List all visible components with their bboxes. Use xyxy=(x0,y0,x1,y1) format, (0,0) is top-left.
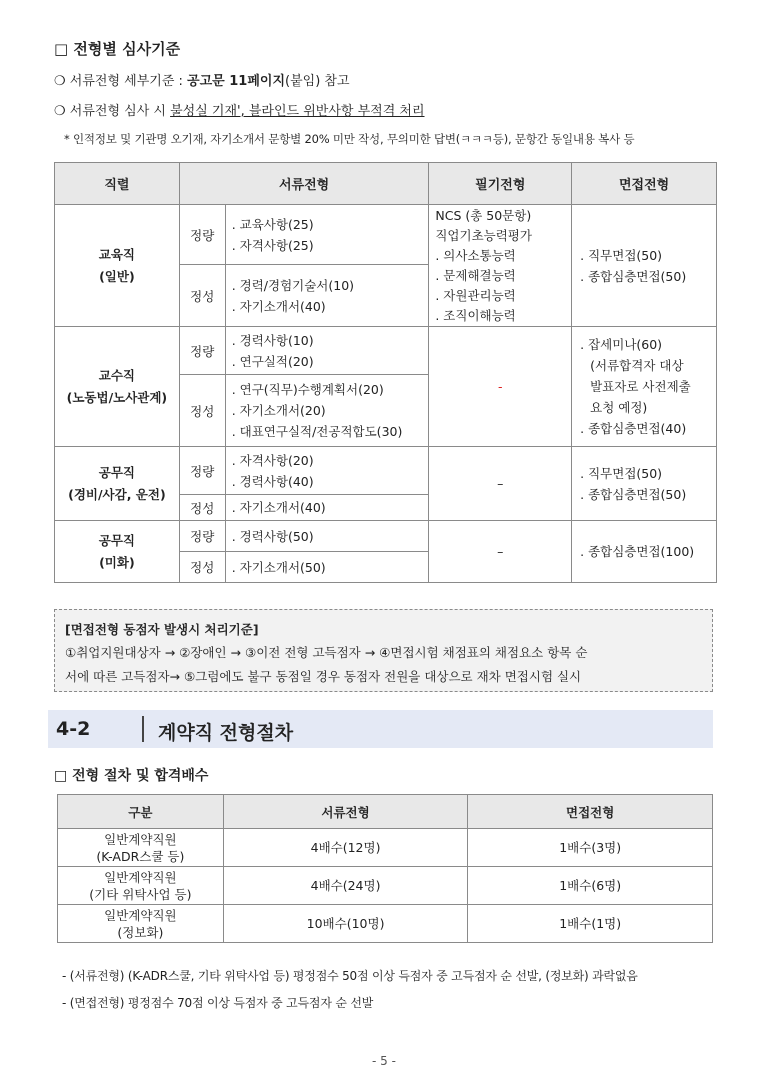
job-name: 교육직 xyxy=(98,246,135,262)
type-qual: 정성 xyxy=(179,265,225,327)
list-item: 발표자로 사전제출 xyxy=(590,379,691,394)
type-quant: 정량 xyxy=(179,521,225,552)
doc-cell: 4배수(12명) xyxy=(223,829,468,867)
type-quant: 정량 xyxy=(179,205,225,265)
table-header-row xyxy=(58,795,713,829)
qual-items xyxy=(225,265,429,327)
list-item: . 자원관리능력 xyxy=(435,287,516,303)
header-document: 서류전형 xyxy=(179,163,429,205)
header-interview: 면접전형 xyxy=(572,163,717,205)
table-row xyxy=(58,867,713,905)
list-item: . 종합심층면접(50) xyxy=(580,486,687,502)
interview-cell: 1배수(1명) xyxy=(468,905,713,943)
doc-cell: 4배수(24명) xyxy=(223,867,468,905)
qual-items xyxy=(225,495,429,521)
job-cell xyxy=(55,205,180,327)
list-item: . 자기소개서(50) xyxy=(231,559,326,575)
list-item: . 종합심층면접(50) xyxy=(580,268,687,284)
list-item: . 종합심층면접(100) xyxy=(580,544,695,559)
quant-items xyxy=(225,327,429,375)
job-cell xyxy=(55,327,180,447)
interview-cell: 1배수(3명) xyxy=(468,829,713,867)
subsection-title-text: 전형 절차 및 합격배수 xyxy=(72,768,209,784)
section-heading: 계약직 전형절차 xyxy=(158,722,294,744)
checkbox-square-icon: □ xyxy=(54,40,69,58)
line1-suffix: (붙임) 참고 xyxy=(285,74,350,89)
page-number: - 5 - xyxy=(372,1054,396,1068)
subsection-title xyxy=(54,765,208,785)
line1-bold: 공고문 11페이지 xyxy=(187,74,285,89)
criteria-line-2 xyxy=(54,100,425,119)
written-cell: – xyxy=(429,447,572,521)
interview-cell xyxy=(572,447,717,521)
list-item: . 대표연구실적/전공적합도(30) xyxy=(231,424,403,439)
list-item: 요청 예정) xyxy=(590,400,648,415)
quant-items xyxy=(225,521,429,552)
table-row xyxy=(55,521,717,552)
list-item: . 연구(직무)수행계획서(20) xyxy=(231,382,384,397)
quant-items xyxy=(225,205,429,265)
list-item: NCS (총 50문항) xyxy=(435,207,532,223)
type-quant: 정량 xyxy=(179,327,225,375)
disqualification-note: * 인적정보 및 기관명 오기재, 자기소개서 문항별 20% 미만 작성, 무의미한 답변(ㅋㅋㅋ등), 문항간 동일내용 복사 등 xyxy=(64,132,635,146)
category-sub: (정보화) xyxy=(117,924,164,940)
category-name: 일반계약직원 xyxy=(104,907,177,923)
list-item: . 자격사항(20) xyxy=(231,452,314,468)
table-row xyxy=(55,205,717,265)
qual-items xyxy=(225,552,429,583)
list-item: . 종합심층면접(40) xyxy=(580,421,687,436)
written-cell: – xyxy=(429,521,572,583)
line2-underline: 불성실 기재', 블라인드 위반사항 부적격 처리 xyxy=(170,104,425,119)
header-written: 필기전형 xyxy=(429,163,572,205)
line1-prefix: ❍ 서류전형 세부기준 : xyxy=(54,74,188,89)
section-4-2-banner xyxy=(48,710,713,748)
type-qual: 정성 xyxy=(179,495,225,521)
list-item: . 경력사항(10) xyxy=(231,332,314,348)
table-row xyxy=(58,829,713,867)
footnote-interview: - (면접전형) 평정점수 70점 이상 득점자 중 고득점자 순 선발 xyxy=(62,996,374,1010)
table-row xyxy=(58,905,713,943)
list-item: . 자기소개서(40) xyxy=(231,500,326,515)
category-cell xyxy=(58,905,224,943)
header-job: 직렬 xyxy=(55,163,180,205)
category-cell xyxy=(58,829,224,867)
header-category: 구분 xyxy=(58,795,224,829)
type-qual: 정성 xyxy=(179,552,225,583)
contract-table xyxy=(57,794,713,943)
section-number: 4-2 xyxy=(56,718,91,740)
line2-prefix: ❍ 서류전형 심사 시 xyxy=(54,104,171,119)
job-sub: (미화) xyxy=(99,554,135,570)
category-cell xyxy=(58,867,224,905)
list-item: . 자기소개서(20) xyxy=(231,403,326,418)
doc-cell: 10배수(10명) xyxy=(223,905,468,943)
category-name: 일반계약직원 xyxy=(104,869,177,885)
qual-items xyxy=(225,375,429,447)
table-row xyxy=(55,327,717,375)
list-item: . 직무면접(50) xyxy=(580,465,663,481)
tie-breaker-title: [면접전형 동점자 발생시 처리기준] xyxy=(65,622,259,637)
checkbox-square-icon: □ xyxy=(54,768,68,784)
job-name: 공무직 xyxy=(98,532,135,548)
list-item: . 자기소개서(40) xyxy=(231,298,326,314)
list-item: . 잡세미나(60) xyxy=(580,337,663,352)
criteria-line-1 xyxy=(54,70,350,89)
tie-breaker-box xyxy=(54,609,713,692)
interview-cell xyxy=(572,327,717,447)
category-sub: (K-ADR스쿨 등) xyxy=(96,848,185,864)
interview-cell: 1배수(6명) xyxy=(468,867,713,905)
footnote-document: - (서류전형) (K-ADR스쿨, 기타 위탁사업 등) 평정점수 50점 이상 득점자 중 고득점자 순 선발, (정보화) 과락없음 xyxy=(62,969,638,983)
list-item: (서류합격자 대상 xyxy=(590,358,684,373)
type-quant: 정량 xyxy=(179,447,225,495)
section-title xyxy=(54,38,180,59)
list-item: . 자격사항(25) xyxy=(231,237,314,253)
job-sub: (노동법/노사관계) xyxy=(66,389,168,405)
tie-breaker-line-2: 서에 따른 고득점자→ ⑤그럼에도 불구 동점일 경우 동점자 전원을 대상으로 재차 면접시험 실시 xyxy=(65,669,582,684)
header-document: 서류전형 xyxy=(223,795,468,829)
section-divider xyxy=(142,716,144,742)
criteria-table xyxy=(54,162,717,583)
list-item: . 경력/경험기술서(10) xyxy=(231,277,355,293)
list-item: . 직무면접(50) xyxy=(580,247,663,263)
list-item: 직업기초능력평가 xyxy=(435,227,532,243)
list-item: . 조직이해능력 xyxy=(435,307,516,323)
type-qual: 정성 xyxy=(179,375,225,447)
table-header-row xyxy=(55,163,717,205)
list-item: . 의사소통능력 xyxy=(435,247,516,263)
table-row xyxy=(55,447,717,495)
list-item: . 경력사항(40) xyxy=(231,473,314,489)
list-item: . 교육사항(25) xyxy=(231,216,314,232)
job-sub: (일반) xyxy=(99,268,135,284)
header-interview: 면접전형 xyxy=(468,795,713,829)
quant-items xyxy=(225,447,429,495)
list-item: . 연구실적(20) xyxy=(231,353,314,369)
section-title-text: 전형별 심사기준 xyxy=(73,40,181,58)
category-name: 일반계약직원 xyxy=(104,831,177,847)
written-cell: - xyxy=(429,327,572,447)
job-sub: (경비/사감, 운전) xyxy=(68,486,166,502)
tie-breaker-line-1: ①취업지원대상자 → ②장애인 → ③이전 전형 고득점자 → ④면접시험 채점표의 채점요소 항목 순 xyxy=(65,645,588,660)
list-item: . 경력사항(50) xyxy=(231,528,314,544)
category-sub: (기타 위탁사업 등) xyxy=(89,886,192,902)
job-cell xyxy=(55,447,180,521)
interview-cell xyxy=(572,521,717,583)
job-cell xyxy=(55,521,180,583)
job-name: 공무직 xyxy=(98,464,135,480)
list-item: . 문제해결능력 xyxy=(435,267,516,283)
written-cell xyxy=(429,205,572,327)
interview-cell xyxy=(572,205,717,327)
job-name: 교수직 xyxy=(98,367,135,383)
